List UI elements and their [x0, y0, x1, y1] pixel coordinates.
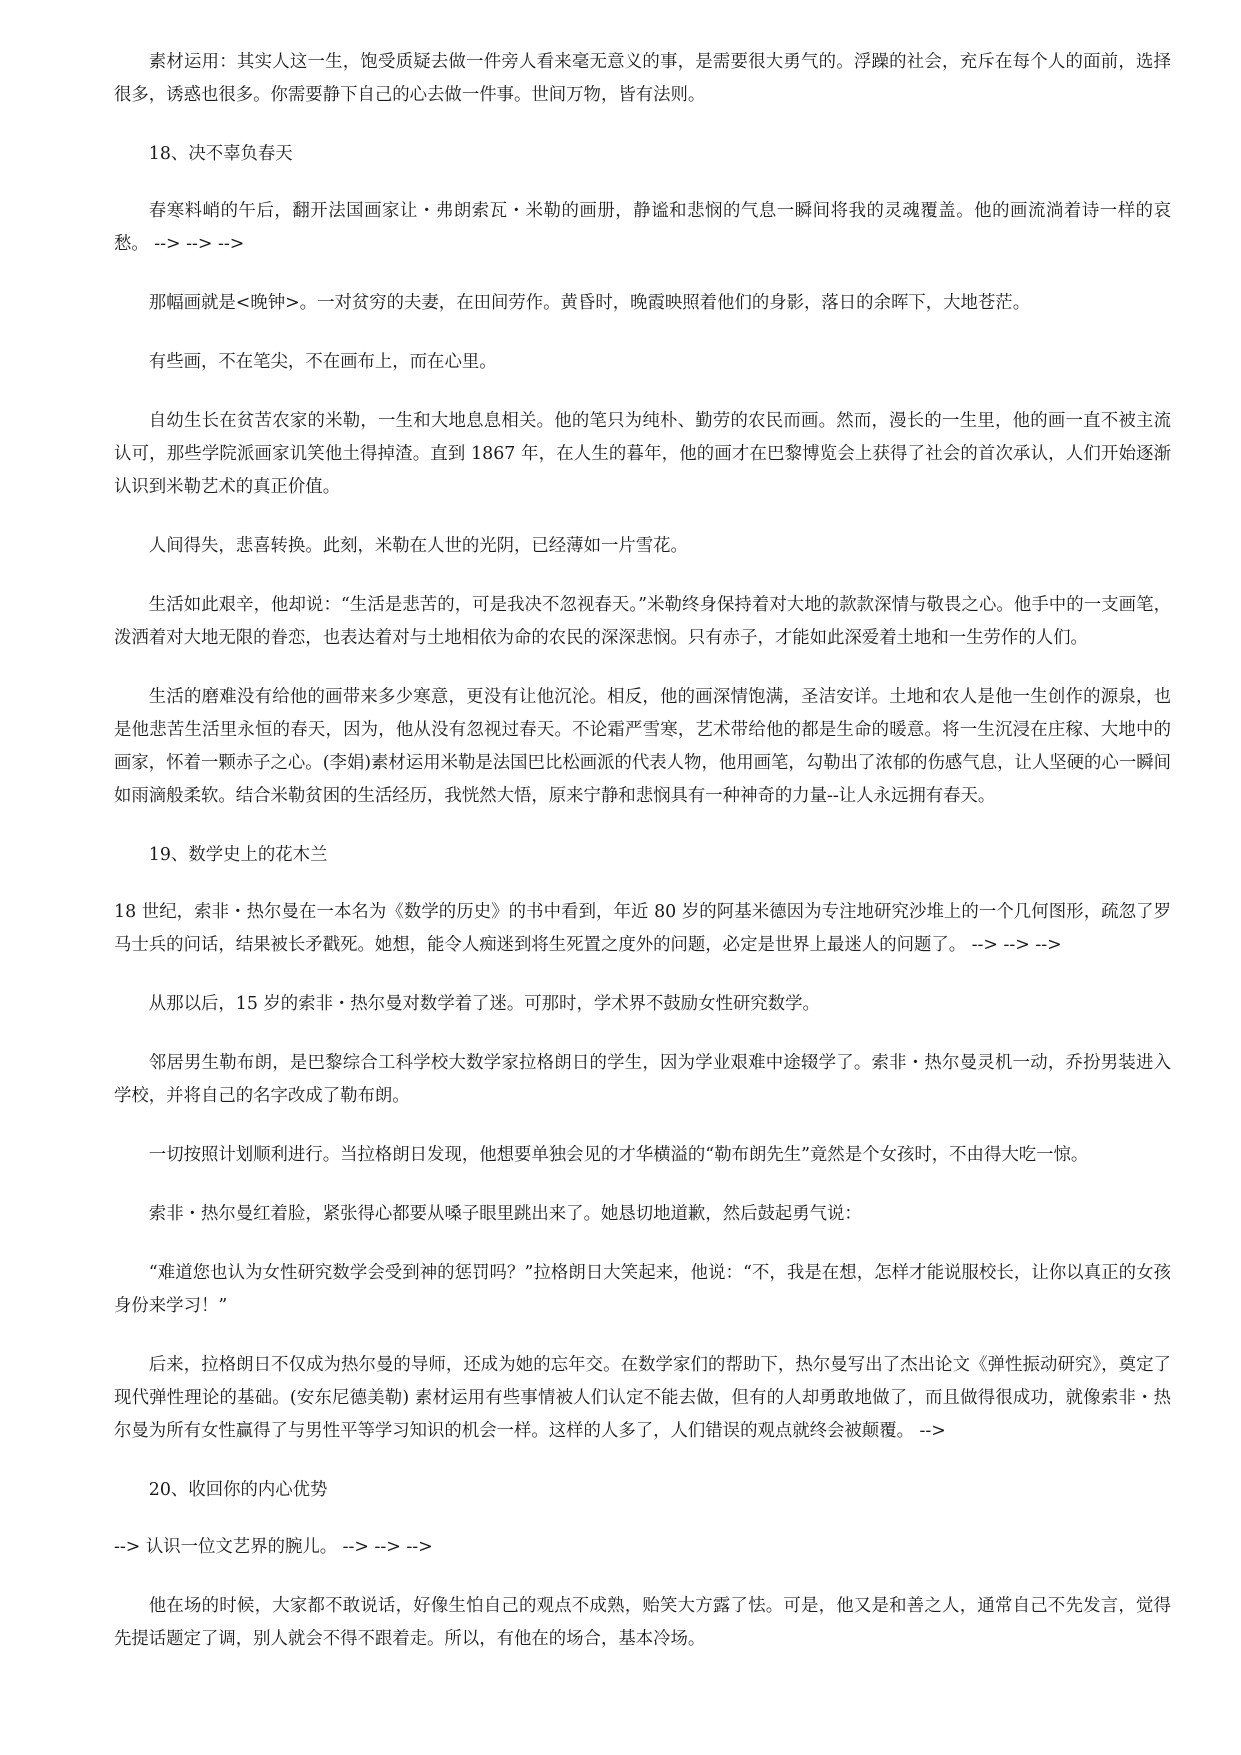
paragraph: 从那以后，15 岁的索非・热尔曼对数学着了迷。可那时，学术界不鼓励女性研究数学。 — [148, 994, 820, 1014]
section-heading-20: 20、收回你的内心优势 — [148, 1480, 328, 1500]
paragraph: 生活的磨难没有给他的画带来多少寒意，更没有让他沉沦。相反，他的画深情饱满，圣洁安详。土地和农人是他一生创作的源泉，也是他悲苦生活里永恒的春天，因为，他从没有忽视过春天。不论霜严雪寒，艺术带给他的都是生命的暖意。将一生沉浸在庄稼、大地中的画家，怀着一颗赤子之心。(李娟)素材运用米勒是法国巴比松画派的代表人物，他用画笔，勾勒出了浓郁的伤感气息，让人坚硬的心一瞬间如雨滴般柔软。结合米勒贫困的生活经历，我恍然大悟，原来宁静和悲悯具有一种神奇的力量--让人永远拥有春天。 — [114, 687, 1172, 806]
paragraph: 他在场的时候，大家都不敢说话，好像生怕自己的观点不成熟，贻笑大方露了怯。可是，他又是和善之人，通常自己不先发言，觉得先提话题定了调，别人就会不得不跟着走。所以，有他在的场合，基本冷场。 — [114, 1596, 1171, 1649]
paragraph: 一切按照计划顺利进行。当拉格朗日发现，他想要单独会见的才华横溢的“勒布朗先生”竟然是个女孩时，不由得大吃一惊。 — [148, 1145, 1089, 1165]
paragraph: 自幼生长在贫苦农家的米勒，一生和大地息息相关。他的笔只为纯朴、勤劳的农民而画。然而，漫长的一生里，他的画一直不被主流认可，那些学院派画家讥笑他土得掉渣。直到 1867 年，在人生的暮年，他的画才在巴黎博览会上获得了社会的首次承认，人们开始逐渐认识到米勒艺术的真正价值。 — [114, 411, 1171, 497]
section-heading-18: 18、决不辜负春天 — [148, 144, 293, 164]
paragraph: 邻居男生勒布朗，是巴黎综合工科学校大数学家拉格朗日的学生，因为学业艰难中途辍学了。索非・热尔曼灵机一动，乔扮男装进入学校，并将自己的名字改成了勒布朗。 — [114, 1053, 1171, 1106]
paragraph: 生活如此艰辛，他却说：“生活是悲苦的，可是我决不忽视春天。”米勒终身保持着对大地的款款深情与敬畏之心。他手中的一支画笔，泼洒着对大地无限的眷恋，也表达着对与土地相依为命的农民的深深悲悯。只有赤子，才能如此深爱着土地和一生劳作的人们。 — [114, 595, 1171, 648]
paragraph: --> 认识一位文艺界的腕儿。 --> --> --> — [114, 1537, 433, 1557]
section-heading-19: 19、数学史上的花木兰 — [148, 845, 328, 865]
paragraph: 后来，拉格朗日不仅成为热尔曼的导师，还成为她的忘年交。在数学家们的帮助下，热尔曼写出了杰出论文《弹性振动研究》，奠定了现代弹性理论的基础。(安东尼德美勒) 素材运用有些事情被人们认定不能去做，但有的人却勇敢地做了，而且做得很成功，就像索非・热尔曼为所有女性赢得了与男性平等学习知识的机会一样。这样的人多了，人们错误的观点就终会被颠覆。 --> — [114, 1355, 1171, 1441]
paragraph: 有些画，不在笔尖，不在画布上，而在心里。 — [148, 352, 497, 372]
paragraph: 18 世纪，索非・热尔曼在一本名为《数学的历史》的书中看到，年近 80 岁的阿基米德因为专注地研究沙堆上的一个几何图形，疏忽了罗马士兵的问话，结果被长矛戳死。她想，能令人痴迷到将生死置之度外的问题，必定是世界上最迷人的问题了。 --> --> --> — [114, 902, 1171, 955]
paragraph: 人间得失，悲喜转换。此刻，米勒在人世的光阴，已经薄如一片雪花。 — [148, 536, 688, 556]
paragraph-quote: “难道您也认为女性研究数学会受到神的惩罚吗？”拉格朗日大笑起来，他说：“不，我是在想，怎样才能说服校长，让你以真正的女孩身份来学习！” — [114, 1263, 1171, 1316]
paragraph-material-usage: 素材运用：其实人这一生，饱受质疑去做一件旁人看来毫无意义的事，是需要很大勇气的。浮躁的社会，充斥在每个人的面前，选择很多，诱惑也很多。你需要静下自己的心去做一件事。世间万物，皆有法则。 — [114, 52, 1171, 105]
paragraph: 春寒料峭的午后，翻开法国画家让・弗朗索瓦・米勒的画册，静谧和悲悯的气息一瞬间将我的灵魂覆盖。他的画流淌着诗一样的哀愁。 --> --> --> — [114, 201, 1171, 254]
paragraph: 索非・热尔曼红着脸，紧张得心都要从嗓子眼里跳出来了。她恳切地道歉，然后鼓起勇气说： — [148, 1204, 862, 1224]
paragraph: 那幅画就是<晚钟>。一对贫穷的夫妻，在田间劳作。黄昏时，晚霞映照着他们的身影，落日的余晖下，大地苍茫。 — [148, 293, 1031, 313]
